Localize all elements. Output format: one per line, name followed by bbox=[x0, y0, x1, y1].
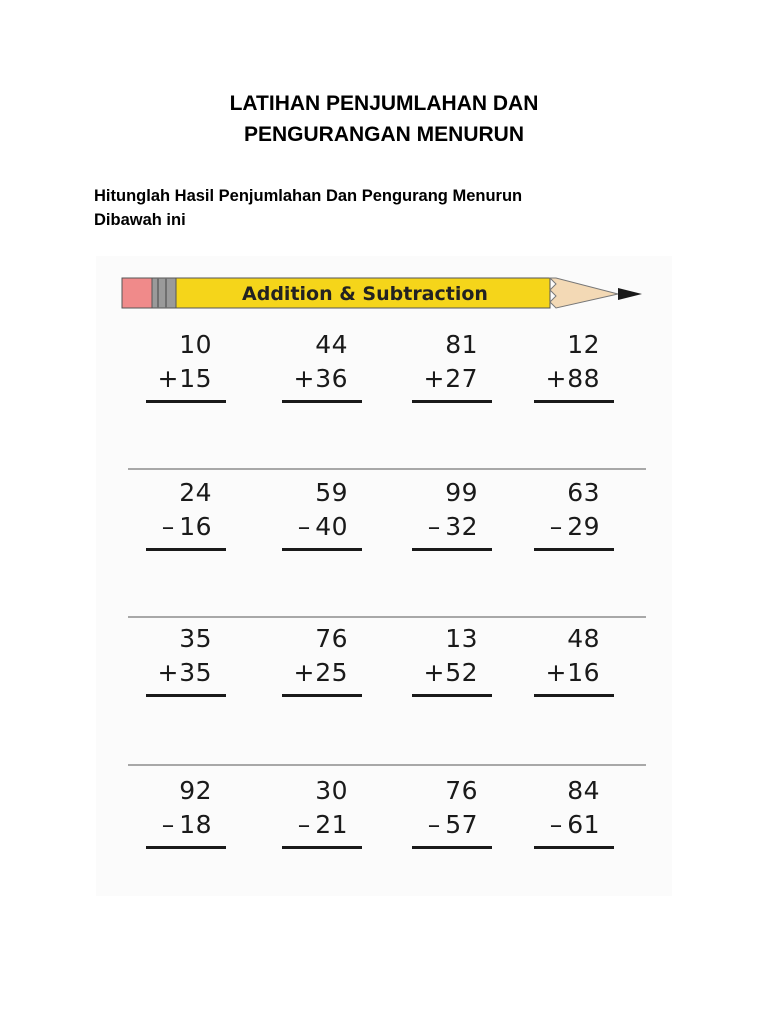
plus-sign: + bbox=[545, 658, 567, 687]
problem-top-number: 99 bbox=[445, 478, 478, 507]
problem-top-number: 35 bbox=[179, 624, 212, 653]
answer-line bbox=[534, 846, 614, 849]
problem-bottom-number bbox=[293, 512, 348, 542]
problem-bottom-value: 40 bbox=[315, 512, 348, 541]
plus-sign: + bbox=[293, 364, 315, 393]
answer-line bbox=[412, 548, 492, 551]
problem-bottom-value: 36 bbox=[315, 364, 348, 393]
plus-sign: + bbox=[157, 364, 179, 393]
answer-line bbox=[146, 548, 226, 551]
problem-bottom-value: 21 bbox=[315, 810, 348, 839]
instruction-text bbox=[94, 184, 674, 232]
problem-bottom-value: 15 bbox=[179, 364, 212, 393]
answer-line bbox=[412, 400, 492, 403]
problem-bottom-number bbox=[423, 810, 478, 840]
plus-sign: + bbox=[423, 364, 445, 393]
answer-line bbox=[412, 846, 492, 849]
problem-top-number: 12 bbox=[567, 330, 600, 359]
plus-sign: + bbox=[293, 658, 315, 687]
instruction-line-1: Hitunglah Hasil Penjumlahan Dan Pengurang Menurun bbox=[94, 187, 523, 205]
problem-bottom-number bbox=[293, 364, 348, 394]
pencil-eraser bbox=[122, 278, 152, 308]
problem-top-number: 44 bbox=[315, 330, 348, 359]
problem-top-number: 76 bbox=[315, 624, 348, 653]
math-problem bbox=[534, 330, 614, 410]
problem-bottom-number bbox=[545, 810, 600, 840]
page-title bbox=[0, 88, 768, 150]
problem-top-number: 30 bbox=[315, 776, 348, 805]
math-problem bbox=[146, 330, 226, 410]
problem-bottom-value: 32 bbox=[445, 512, 478, 541]
minus-sign: – bbox=[161, 512, 175, 541]
problem-bottom-number bbox=[293, 810, 348, 840]
answer-line bbox=[146, 694, 226, 697]
problem-bottom-number bbox=[293, 658, 348, 688]
problem-top-number: 24 bbox=[179, 478, 212, 507]
answer-line bbox=[534, 400, 614, 403]
plus-sign: + bbox=[545, 364, 567, 393]
minus-sign: – bbox=[549, 810, 563, 839]
math-problem bbox=[146, 478, 226, 558]
problem-bottom-value: 88 bbox=[567, 364, 600, 393]
problem-bottom-number bbox=[545, 658, 600, 688]
answer-line bbox=[412, 694, 492, 697]
problem-bottom-value: 57 bbox=[445, 810, 478, 839]
math-problem bbox=[282, 776, 362, 856]
page-title-line-1: LATIHAN PENJUMLAHAN DAN bbox=[229, 92, 539, 115]
problem-bottom-value: 16 bbox=[567, 658, 600, 687]
math-problem bbox=[282, 624, 362, 704]
problem-bottom-number bbox=[545, 364, 600, 394]
problem-top-number: 63 bbox=[567, 478, 600, 507]
math-problem bbox=[534, 776, 614, 856]
pencil-banner-label: Addition & Subtraction bbox=[242, 283, 488, 305]
math-problem bbox=[282, 478, 362, 558]
math-problem bbox=[146, 624, 226, 704]
problem-bottom-value: 27 bbox=[445, 364, 478, 393]
answer-line bbox=[146, 400, 226, 403]
answer-line bbox=[282, 400, 362, 403]
math-problem bbox=[412, 478, 492, 558]
math-problem bbox=[534, 478, 614, 558]
problem-top-number: 10 bbox=[179, 330, 212, 359]
row-divider bbox=[128, 764, 646, 766]
math-problem bbox=[412, 330, 492, 410]
problem-bottom-number bbox=[157, 810, 212, 840]
pencil-wood-tip bbox=[550, 278, 618, 308]
instruction-line-2: Dibawah ini bbox=[94, 211, 186, 229]
problem-bottom-number bbox=[423, 512, 478, 542]
math-problem bbox=[412, 776, 492, 856]
pencil-ferrule bbox=[152, 278, 176, 308]
pencil-lead bbox=[618, 288, 642, 300]
answer-line bbox=[282, 548, 362, 551]
plus-sign: + bbox=[157, 658, 179, 687]
problem-bottom-number bbox=[545, 512, 600, 542]
problem-bottom-value: 25 bbox=[315, 658, 348, 687]
problem-top-number: 76 bbox=[445, 776, 478, 805]
minus-sign: – bbox=[297, 810, 311, 839]
page-title-line-2: PENGURANGAN MENURUN bbox=[243, 123, 524, 146]
answer-line bbox=[146, 846, 226, 849]
math-problem bbox=[146, 776, 226, 856]
problem-top-number: 48 bbox=[567, 624, 600, 653]
problem-bottom-number bbox=[157, 658, 212, 688]
pencil-banner bbox=[120, 274, 646, 312]
math-problem bbox=[282, 330, 362, 410]
problem-bottom-number bbox=[157, 512, 212, 542]
minus-sign: – bbox=[297, 512, 311, 541]
problem-bottom-value: 35 bbox=[179, 658, 212, 687]
problem-top-number: 84 bbox=[567, 776, 600, 805]
problem-bottom-value: 52 bbox=[445, 658, 478, 687]
problem-top-number: 59 bbox=[315, 478, 348, 507]
minus-sign: – bbox=[427, 810, 441, 839]
problem-bottom-value: 29 bbox=[567, 512, 600, 541]
problem-bottom-value: 18 bbox=[179, 810, 212, 839]
minus-sign: – bbox=[549, 512, 563, 541]
minus-sign: – bbox=[427, 512, 441, 541]
problem-bottom-number bbox=[423, 364, 478, 394]
answer-line bbox=[282, 694, 362, 697]
problem-top-number: 13 bbox=[445, 624, 478, 653]
problem-bottom-number bbox=[423, 658, 478, 688]
answer-line bbox=[534, 548, 614, 551]
answer-line bbox=[282, 846, 362, 849]
problem-bottom-value: 61 bbox=[567, 810, 600, 839]
math-problem bbox=[534, 624, 614, 704]
row-divider bbox=[128, 468, 646, 470]
answer-line bbox=[534, 694, 614, 697]
math-problem bbox=[412, 624, 492, 704]
problem-top-number: 92 bbox=[179, 776, 212, 805]
problem-top-number: 81 bbox=[445, 330, 478, 359]
row-divider bbox=[128, 616, 646, 618]
problem-bottom-number bbox=[157, 364, 212, 394]
minus-sign: – bbox=[161, 810, 175, 839]
problem-bottom-value: 16 bbox=[179, 512, 212, 541]
plus-sign: + bbox=[423, 658, 445, 687]
